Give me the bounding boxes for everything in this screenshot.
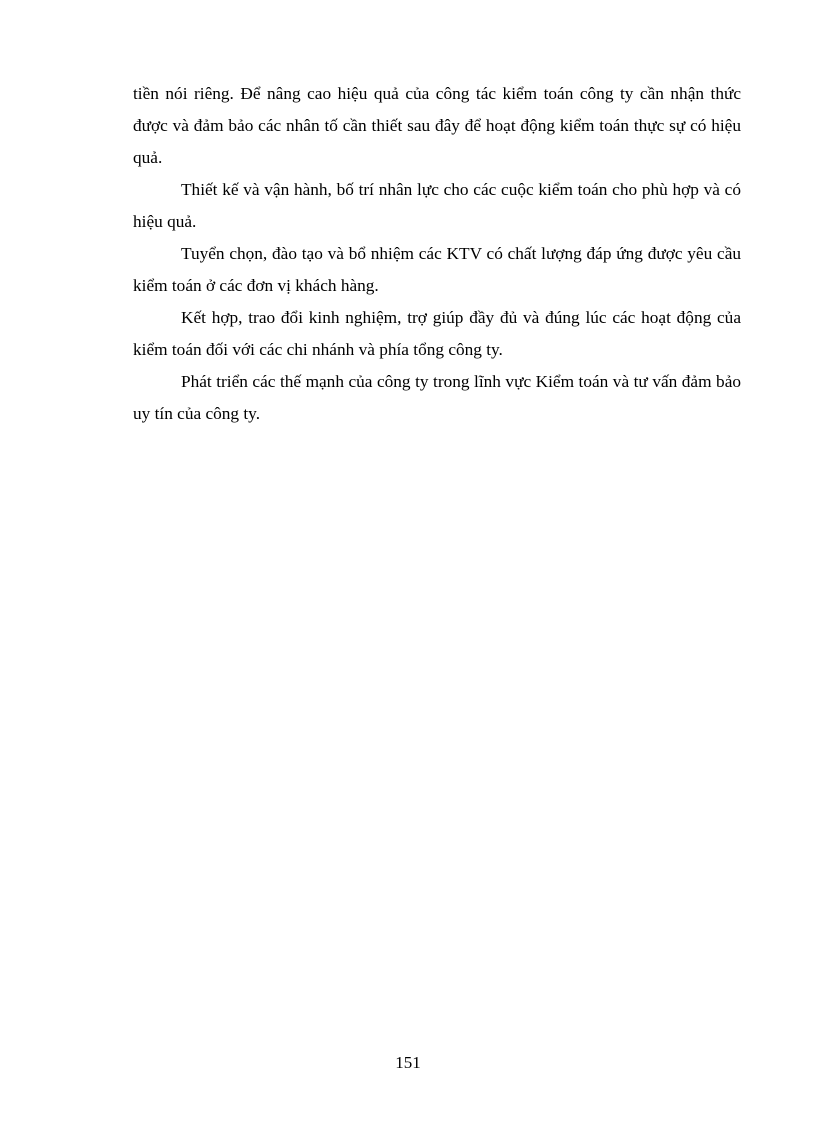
paragraph-5: Phát triển các thế mạnh của công ty trong lĩnh vực Kiểm toán và tư vấn đảm bảo uy tín của công ty. <box>133 372 741 423</box>
body-text <box>133 78 741 430</box>
page-number: 151 <box>395 1053 421 1072</box>
paragraph-4: Kết hợp, trao đổi kinh nghiệm, trợ giúp đầy đủ và đúng lúc các hoạt động của kiểm toán đối với các chi nhánh và phía tổng công ty. <box>133 308 741 359</box>
paragraph-3: Tuyển chọn, đào tạo và bổ nhiệm các KTV có chất lượng đáp ứng được yêu cầu kiểm toán ở các đơn vị khách hàng. <box>133 244 741 295</box>
paragraph-2: Thiết kế và vận hành, bố trí nhân lực cho các cuộc kiểm toán cho phù hợp và có hiệu quả. <box>133 180 741 231</box>
paragraph-1: tiền nói riêng. Để nâng cao hiệu quả của công tác kiểm toán công ty cần nhận thức được và đảm bảo các nhân tố cần thiết sau đây để hoạt động kiểm toán thực sự có hiệu quả. <box>133 84 741 167</box>
